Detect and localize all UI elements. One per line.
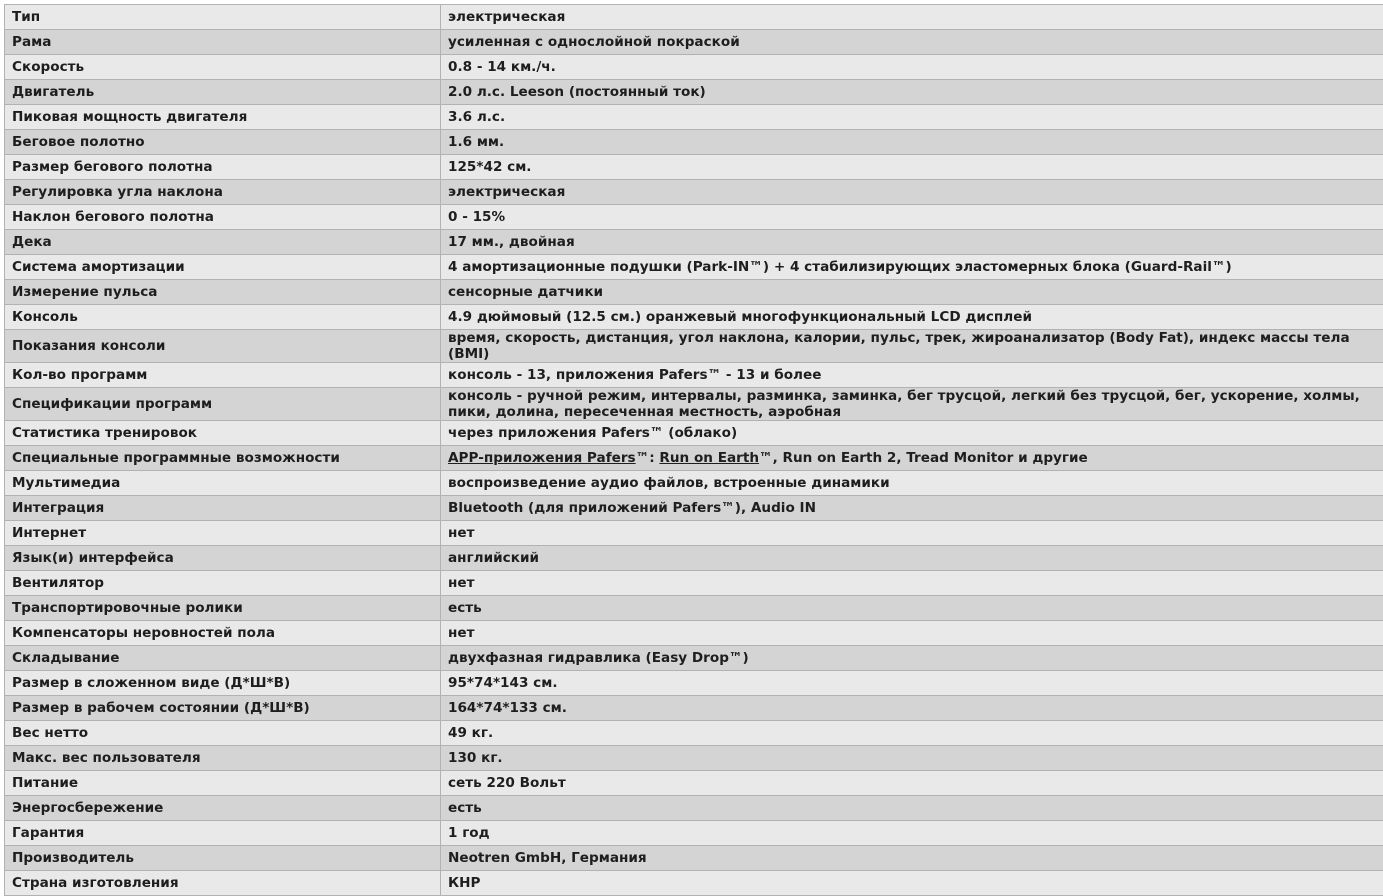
- spec-value: сенсорные датчики: [441, 280, 1383, 305]
- spec-label: Транспортировочные ролики: [5, 596, 441, 621]
- table-row: [5, 155, 1383, 180]
- spec-label: Измерение пульса: [5, 280, 441, 305]
- spec-value: нет: [441, 571, 1383, 596]
- spec-label: Регулировка угла наклона: [5, 180, 441, 205]
- table-row: [5, 846, 1383, 871]
- spec-label: Тип: [5, 5, 441, 30]
- spec-value: [441, 446, 1383, 471]
- table-row: [5, 130, 1383, 155]
- spec-label: Специальные программные возможности: [5, 446, 441, 471]
- spec-value: нет: [441, 521, 1383, 546]
- spec-value: консоль - 13, приложения Pafers™ - 13 и более: [441, 363, 1383, 388]
- table-row: [5, 621, 1383, 646]
- trademark-text: ™:: [636, 450, 660, 466]
- spec-value: воспроизведение аудио файлов, встроенные динамики: [441, 471, 1383, 496]
- spec-value: двухфазная гидравлика (Easy Drop™): [441, 646, 1383, 671]
- spec-label: Размер в рабочем состоянии (Д*Ш*В): [5, 696, 441, 721]
- table-row: [5, 230, 1383, 255]
- spec-value: усиленная с однослойной покраской: [441, 30, 1383, 55]
- table-row: [5, 796, 1383, 821]
- spec-value: 1 год: [441, 821, 1383, 846]
- table-row: [5, 496, 1383, 521]
- spec-label: Вентилятор: [5, 571, 441, 596]
- spec-label: Кол-во программ: [5, 363, 441, 388]
- spec-value: через приложения Pafers™ (облако): [441, 421, 1383, 446]
- spec-value: Neotren GmbH, Германия: [441, 846, 1383, 871]
- spec-value: есть: [441, 796, 1383, 821]
- table-row: [5, 388, 1383, 421]
- spec-label: Размер бегового полотна: [5, 155, 441, 180]
- table-row: [5, 746, 1383, 771]
- spec-label: Страна изготовления: [5, 871, 441, 896]
- table-row: [5, 5, 1383, 30]
- spec-value: нет: [441, 621, 1383, 646]
- table-row: [5, 596, 1383, 621]
- table-row: [5, 30, 1383, 55]
- spec-label: Размер в сложенном виде (Д*Ш*В): [5, 671, 441, 696]
- spec-label: Мультимедиа: [5, 471, 441, 496]
- table-row: [5, 255, 1383, 280]
- spec-label: Интернет: [5, 521, 441, 546]
- table-row: [5, 521, 1383, 546]
- spec-label: Спецификации программ: [5, 388, 441, 421]
- spec-value: 130 кг.: [441, 746, 1383, 771]
- table-row: [5, 330, 1383, 363]
- table-row: [5, 821, 1383, 846]
- spec-label: Наклон бегового полотна: [5, 205, 441, 230]
- table-row: [5, 696, 1383, 721]
- spec-value: 164*74*133 см.: [441, 696, 1383, 721]
- table-row: [5, 646, 1383, 671]
- spec-label: Энергосбережение: [5, 796, 441, 821]
- spec-value: время, скорость, дистанция, угол наклона, калории, пульс, трек, жироанализатор (Body Fat), индекс массы тела (BMI): [441, 330, 1383, 363]
- spec-value: КНР: [441, 871, 1383, 896]
- spec-value: 3.6 л.с.: [441, 105, 1383, 130]
- spec-value: 125*42 см.: [441, 155, 1383, 180]
- spec-label: Пиковая мощность двигателя: [5, 105, 441, 130]
- table-row: [5, 363, 1383, 388]
- table-row: [5, 771, 1383, 796]
- spec-label: Статистика тренировок: [5, 421, 441, 446]
- spec-label: Производитель: [5, 846, 441, 871]
- spec-value: есть: [441, 596, 1383, 621]
- table-row: [5, 105, 1383, 130]
- table-row: [5, 471, 1383, 496]
- table-row: [5, 546, 1383, 571]
- spec-label: Вес нетто: [5, 721, 441, 746]
- spec-label: Макс. вес пользователя: [5, 746, 441, 771]
- spec-label: Беговое полотно: [5, 130, 441, 155]
- table-row: [5, 80, 1383, 105]
- spec-label: Рама: [5, 30, 441, 55]
- table-row: [5, 446, 1383, 471]
- spec-label: Складывание: [5, 646, 441, 671]
- table-row: [5, 671, 1383, 696]
- spec-value: 17 мм., двойная: [441, 230, 1383, 255]
- table-row: [5, 571, 1383, 596]
- spec-value: электрическая: [441, 180, 1383, 205]
- spec-value: 2.0 л.с. Leeson (постоянный ток): [441, 80, 1383, 105]
- spec-value-rest: ™, Run on Earth 2, Tread Monitor и другие: [759, 450, 1088, 466]
- spec-value: сеть 220 Вольт: [441, 771, 1383, 796]
- table-row: [5, 421, 1383, 446]
- pafers-apps-link[interactable]: APP-приложения Pafers: [448, 450, 636, 466]
- spec-label: Интеграция: [5, 496, 441, 521]
- spec-label: Консоль: [5, 305, 441, 330]
- table-row: [5, 205, 1383, 230]
- spec-value: 1.6 мм.: [441, 130, 1383, 155]
- spec-label: Система амортизации: [5, 255, 441, 280]
- spec-label: Скорость: [5, 55, 441, 80]
- spec-label: Показания консоли: [5, 330, 441, 363]
- table-row: [5, 55, 1383, 80]
- spec-label: Двигатель: [5, 80, 441, 105]
- spec-value: 95*74*143 см.: [441, 671, 1383, 696]
- spec-value: 0 - 15%: [441, 205, 1383, 230]
- spec-label: Дека: [5, 230, 441, 255]
- table-row: [5, 871, 1383, 896]
- spec-value: Bluetooth (для приложений Pafers™), Audio IN: [441, 496, 1383, 521]
- spec-value: консоль - ручной режим, интервалы, разминка, заминка, бег трусцой, легкий без трусцой, бег, ускорение, холмы, пики, долина, пересеченная местность, аэробная: [441, 388, 1383, 421]
- spec-label: Питание: [5, 771, 441, 796]
- table-row: [5, 180, 1383, 205]
- spec-table: [4, 4, 1383, 896]
- table-row: [5, 721, 1383, 746]
- spec-value: 4 амортизационные подушки (Park-IN™) + 4 стабилизирующих эластомерных блока (Guard-Rail™): [441, 255, 1383, 280]
- spec-value: английский: [441, 546, 1383, 571]
- spec-value: 0.8 - 14 км./ч.: [441, 55, 1383, 80]
- spec-value: 4.9 дюймовый (12.5 см.) оранжевый многофункциональный LCD дисплей: [441, 305, 1383, 330]
- table-row: [5, 305, 1383, 330]
- table-row: [5, 280, 1383, 305]
- spec-value: 49 кг.: [441, 721, 1383, 746]
- spec-label: Компенсаторы неровностей пола: [5, 621, 441, 646]
- spec-label: Гарантия: [5, 821, 441, 846]
- run-on-earth-link[interactable]: Run on Earth: [659, 450, 759, 466]
- spec-value: электрическая: [441, 5, 1383, 30]
- spec-label: Язык(и) интерфейса: [5, 546, 441, 571]
